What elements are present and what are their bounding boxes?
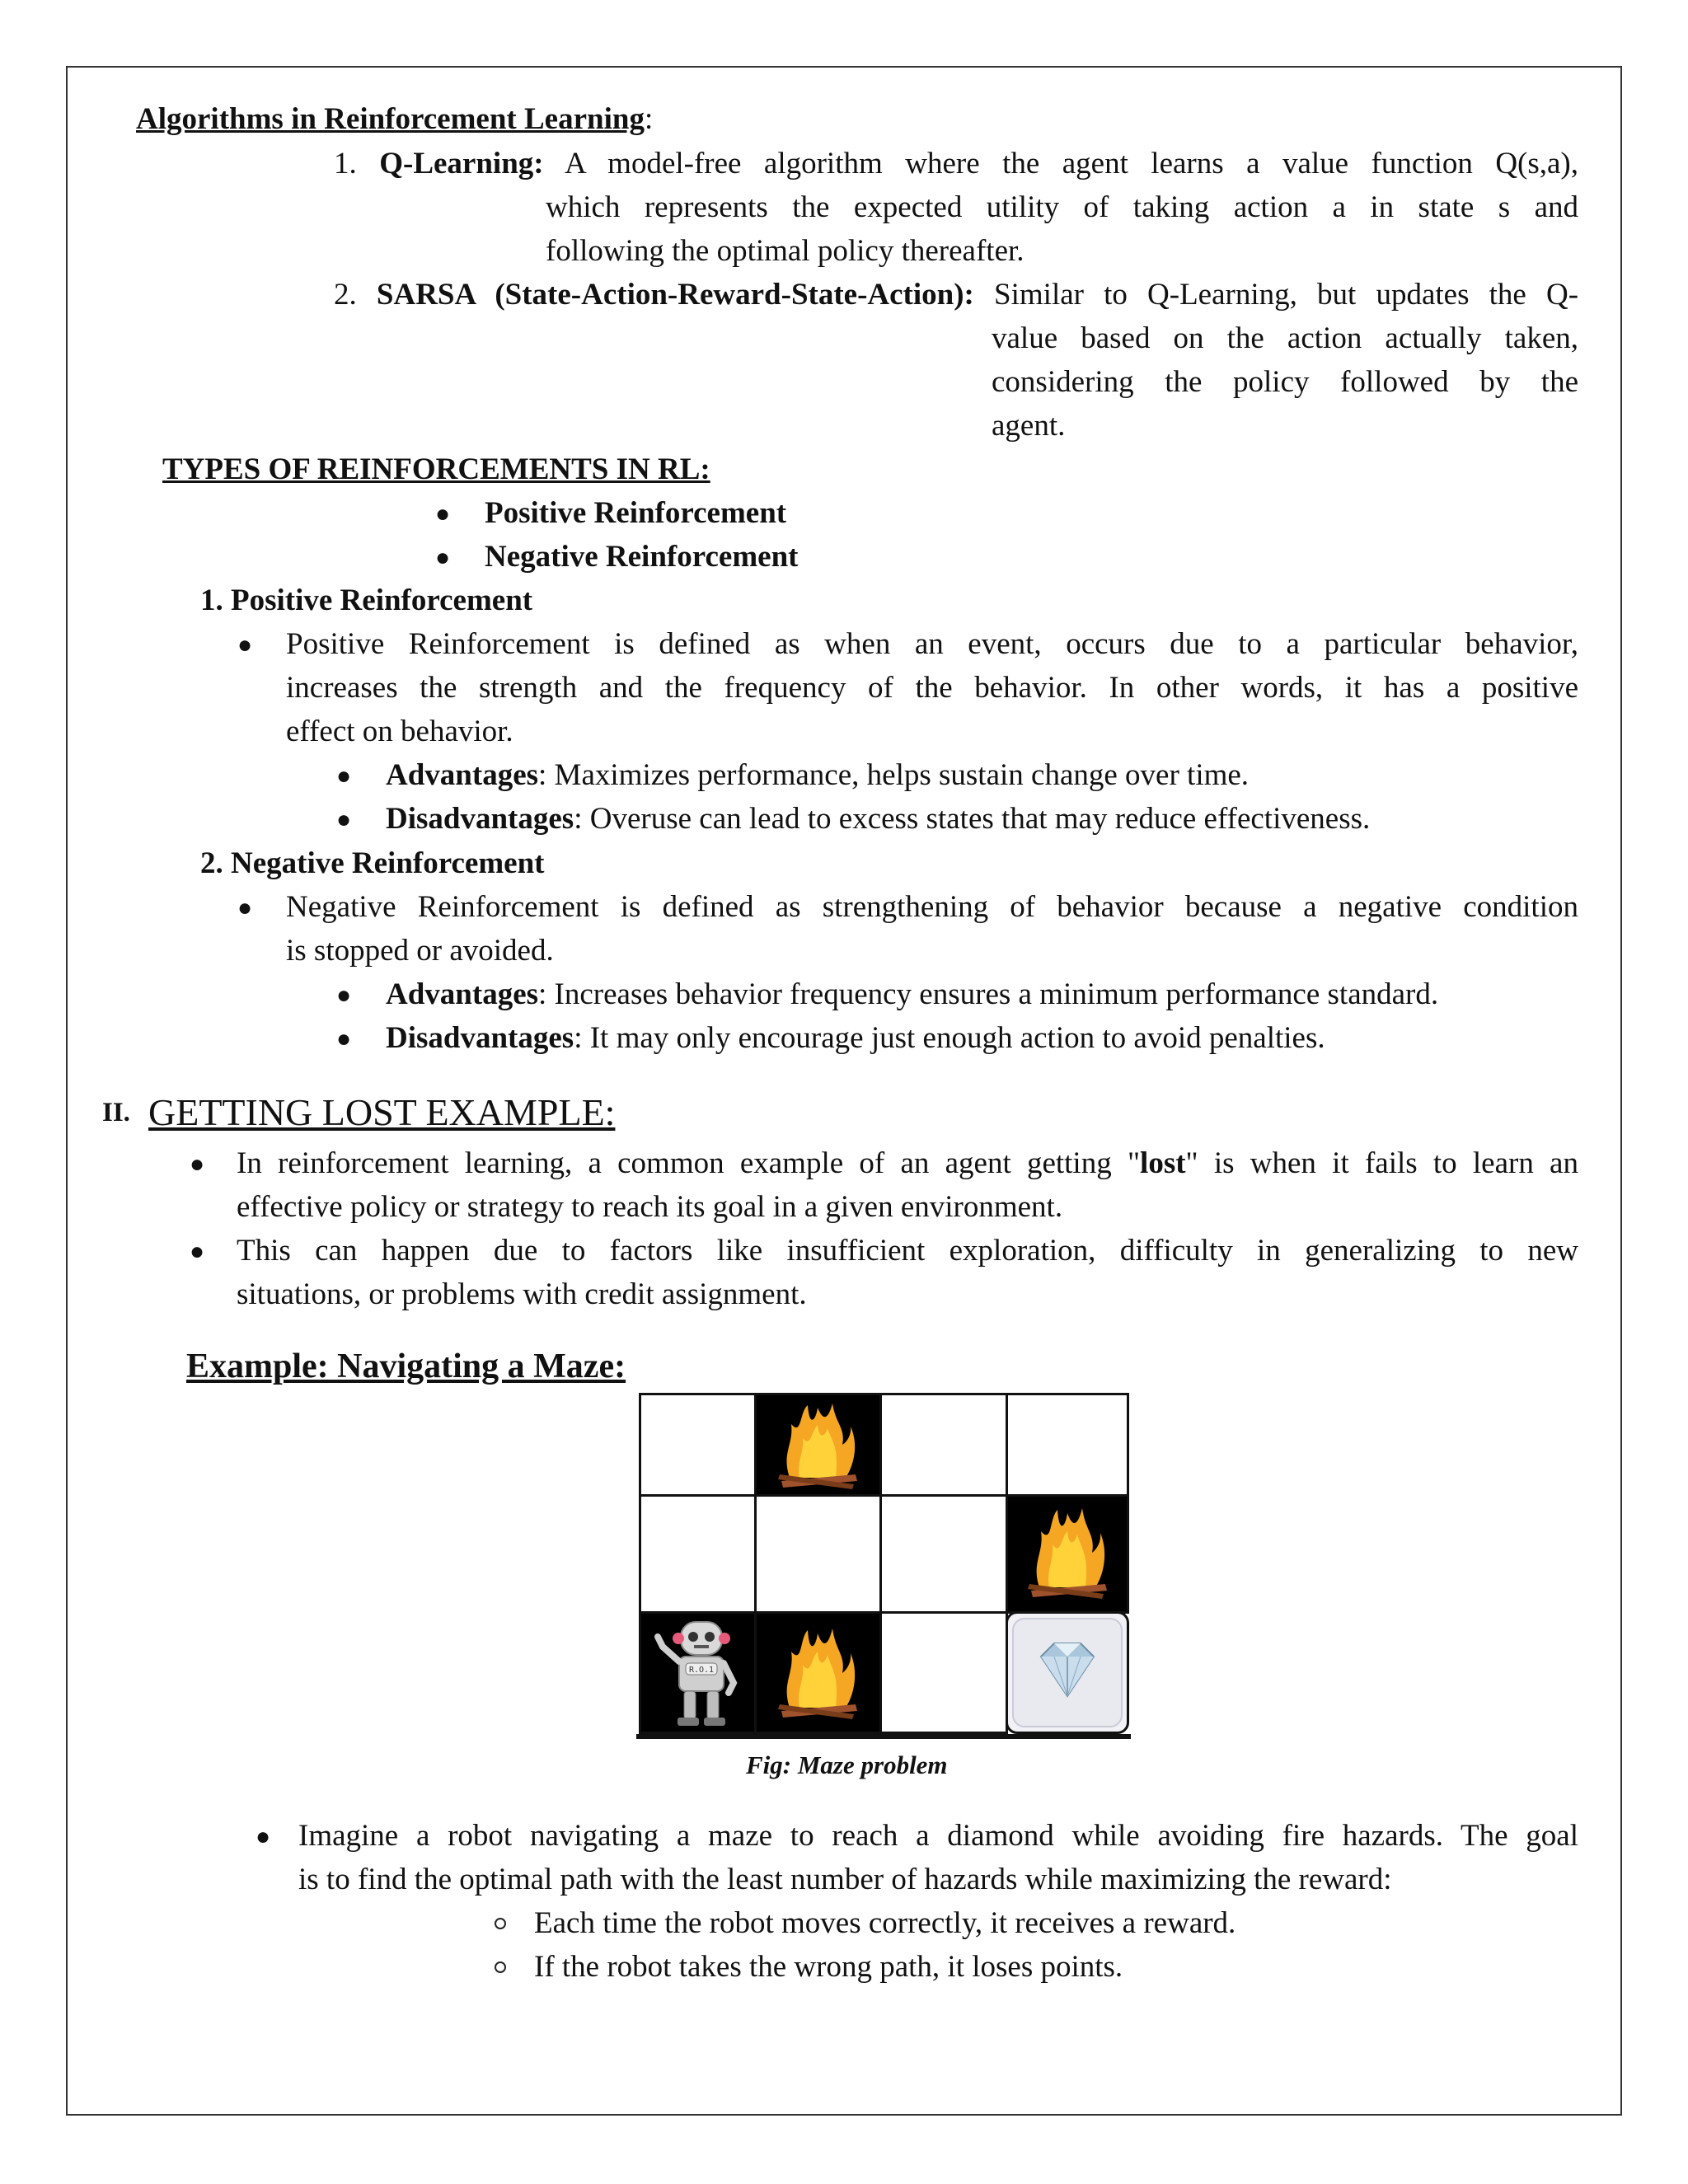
bullet-icon: ● [190,1238,205,1265]
positive-text-line-2: increases the strength and the frequency of the behavior. In other words, it has a positive [286,671,1578,705]
maze-subitem-1: Each time the robot moves correctly, it receives a reward. [534,1906,1236,1940]
lost-bullet-1-line-1: In reinforcement learning, a common example of an agent getting "lost" is when it fails to learn an [237,1146,1578,1180]
negative-disadvantages: Disadvantages: It may only encourage just enough action to avoid penalties. [386,1021,1325,1055]
maze-baseline [636,1734,1131,1739]
figure-caption: Fig: Maze problem [746,1750,948,1779]
sarsa-line-4: agent. [992,409,1066,443]
maze-cell-r3c1 [639,1611,757,1734]
positive-text-line-3: effect on behavior. [286,715,513,748]
positive-heading: 1. Positive Reinforcement [200,583,533,617]
q-learning-line-1: 1. Q-Learning: A model-free algorithm where the agent learns a value function Q(s,a), [334,147,1578,180]
lost-bullet-2-line-2: situations, or problems with credit assignment. [237,1277,807,1311]
maze-cell-r3c4 [1006,1611,1129,1734]
fire-icon [1008,1497,1127,1611]
fire-icon [757,1395,879,1494]
maze-cell-r2c1 [639,1494,757,1614]
maze-cell-r1c3 [879,1393,1008,1497]
q-learning-line-2: which represents the expected utility of taking action a in state s and [546,190,1578,224]
algorithms-heading: Algorithms in Reinforcement Learning: [136,102,654,136]
positive-advantages: Advantages: Maximizes performance, helps sustain change over time. [386,758,1250,792]
robot-icon [641,1614,754,1732]
lost-bullet-1-line-2: effective policy or strategy to reach its goal in a given environment. [237,1190,1063,1224]
types-heading: TYPES OF REINFORCEMENTS IN RL: [162,452,710,486]
maze-cell-r1c2 [754,1393,882,1497]
bullet-icon: ● [237,894,253,921]
maze-cell-r3c3 [879,1611,1008,1734]
q-learning-line-3: following the optimal policy thereafter. [546,234,1025,268]
robot-tag: R.O.1 [688,1666,715,1675]
bullet-icon: ● [336,762,352,790]
bullet-icon: ● [435,500,451,527]
diamond-icon [1008,1614,1127,1732]
maze-cell-r2c4 [1006,1494,1129,1614]
sarsa-line-3: considering the policy followed by the [992,365,1578,399]
example-heading: Example: Navigating a Maze: [186,1347,626,1385]
bullet-icon: ● [435,544,451,571]
bullet-icon: ● [336,806,352,833]
maze-intro-line-1: Imagine a robot navigating a maze to reach a diamond while avoiding fire hazards. The goal [298,1819,1578,1853]
circle-bullet-icon [495,1961,506,1973]
types-bullet-negative: Negative Reinforcement [485,540,799,574]
sarsa-line-1: 2. SARSA (State-Action-Reward-State-Action): Similar to Q-Learning, but updates the Q- [334,278,1579,312]
sarsa-line-2: value based on the action actually taken, [992,321,1578,355]
bullet-icon: ● [237,631,253,658]
maze-cell-r3c2 [754,1611,882,1734]
types-bullet-positive: Positive Reinforcement [485,496,787,530]
negative-heading: 2. Negative Reinforcement [200,846,545,880]
positive-disadvantages: Disadvantages: Overuse can lead to excess states that may reduce effectiveness. [386,802,1371,836]
positive-text-line-1: Positive Reinforcement is defined as when an event, occurs due to a particular behavior, [286,627,1578,661]
negative-text-line-1: Negative Reinforcement is defined as strengthening of behavior because a negative condition [286,890,1578,924]
getting-lost-heading: GETTING LOST EXAMPLE: [148,1091,616,1133]
bullet-icon: ● [336,982,352,1009]
maze-cell-r2c3 [879,1494,1008,1614]
fire-icon [757,1614,879,1732]
maze-intro-line-2: is to find the optimal path with the least number of hazards while maximizing the reward: [298,1863,1392,1896]
bullet-icon: ● [256,1823,271,1850]
maze-cell-r1c1 [639,1393,757,1497]
maze-cell-r1c4 [1006,1393,1129,1497]
negative-text-line-2: is stopped or avoided. [286,934,554,968]
circle-bullet-icon [495,1918,506,1929]
maze-figure [639,1393,1129,1734]
bullet-icon: ● [190,1151,205,1178]
bullet-icon: ● [336,1025,352,1052]
section-number: II. [102,1098,130,1127]
maze-cell-r2c2 [754,1494,882,1614]
maze-subitem-2: If the robot takes the wrong path, it loses points. [534,1950,1123,1984]
negative-advantages: Advantages: Increases behavior frequency ensures a minimum performance standard. [386,977,1439,1011]
lost-bullet-2-line-1: This can happen due to factors like insufficient exploration, difficulty in generalizing to new [237,1234,1578,1268]
